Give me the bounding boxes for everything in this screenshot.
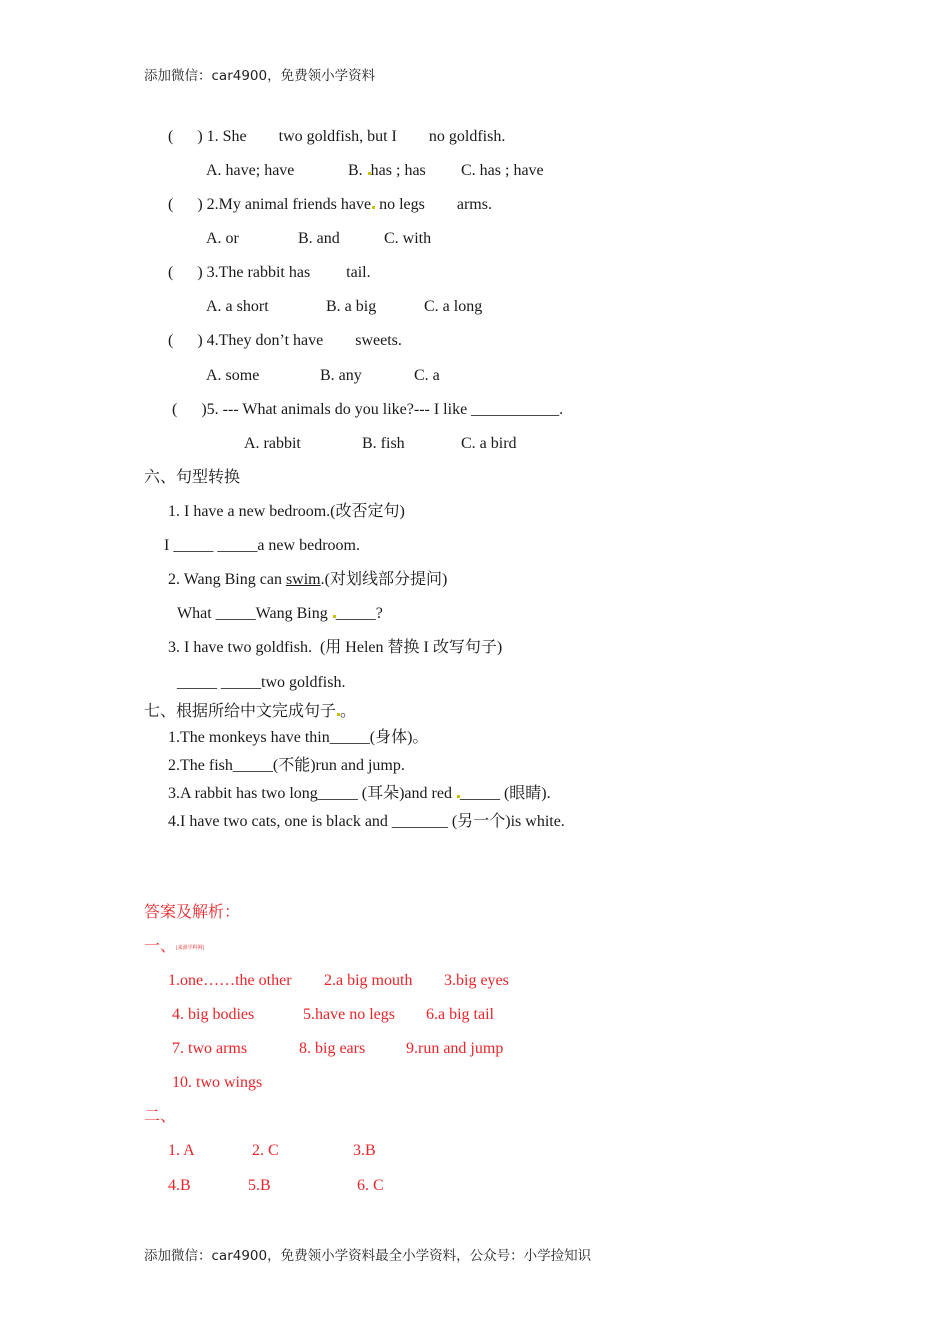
- question-5-stem: ( )5. --- What animals do you like?--- I like ___________.: [172, 401, 564, 418]
- answer-line-pre: What _____Wang Bing: [177, 605, 332, 622]
- section-7-title-text: 七、根据所给中文完成句子: [144, 703, 337, 720]
- answer-1-8: 8. big ears: [299, 1040, 366, 1057]
- section-7-item-1: 1.The monkeys have thin_____(身体)。: [168, 729, 429, 746]
- section-7-item-3: [168, 784, 551, 804]
- answer-1-2: 2.a big mouth: [324, 972, 413, 989]
- section-6-item-2: [168, 570, 447, 590]
- section-6-item-1-answer-line: I _____ _____a new bedroom.: [164, 537, 360, 554]
- answers-part-2-label: 二、: [144, 1108, 177, 1125]
- question-1-option-c: C. has ; have: [461, 162, 544, 179]
- item-2-text-post: .(对划线部分提问): [320, 571, 448, 588]
- question-4-stem: ( ) 4.They don’t have sweets.: [168, 332, 402, 349]
- answer-1-6: 6.a big tail: [426, 1006, 494, 1023]
- question-4-option-a: A. some: [206, 367, 260, 384]
- part-1-label-text: 一、: [144, 938, 177, 955]
- question-3-option-c: C. a long: [424, 298, 483, 315]
- answer-2-5: 5.B: [248, 1177, 271, 1194]
- question-4-option-b: B. any: [320, 367, 362, 384]
- section-7-title: [144, 702, 356, 722]
- underlined-word: swim: [285, 571, 321, 588]
- section-6-item-1: 1. I have a new bedroom.(改否定句): [168, 503, 405, 520]
- question-2-stem: [168, 195, 492, 215]
- question-2-stem-part2: no legs arms.: [375, 196, 492, 213]
- question-2-option-b: B. and: [298, 230, 340, 247]
- question-2-option-a: A. or: [206, 230, 239, 247]
- answers-title: 答案及解析：: [144, 904, 241, 921]
- source-note: [来源学科网]: [176, 946, 205, 951]
- option-b-letter: B.: [348, 162, 367, 179]
- section-7-item-2: 2.The fish_____(不能)run and jump.: [168, 757, 405, 774]
- answer-2-1: 1. A: [168, 1142, 195, 1159]
- question-2-option-c: C. with: [384, 230, 432, 247]
- item-3-part3: _____ (眼睛).: [459, 785, 551, 802]
- question-3-option-a: A. a short: [206, 298, 269, 315]
- question-4-option-c: C. a: [414, 367, 440, 384]
- item-2-text-pre: 2. Wang Bing can: [168, 571, 286, 588]
- answer-1-7: 7. two arms: [172, 1040, 248, 1057]
- answers-part-1-label: [144, 937, 204, 959]
- answer-2-4: 4.B: [168, 1177, 191, 1194]
- answer-1-4: 4. big bodies: [172, 1006, 255, 1023]
- question-5-option-b: B. fish: [362, 435, 405, 452]
- answer-2-3: 3.B: [353, 1142, 376, 1159]
- question-3-option-b: B. a big: [326, 298, 377, 315]
- question-1-option-b: [348, 161, 426, 181]
- question-5-option-a: A. rabbit: [244, 435, 301, 452]
- question-1-stem: ( ) 1. She two goldfish, but I no goldfish.: [168, 128, 506, 145]
- section-6-item-3-answer-line: _____ _____two goldfish.: [177, 674, 346, 691]
- option-b-text: has ; has: [370, 162, 426, 179]
- section-6-item-3: 3. I have two goldfish. (用 Helen 替换 I 改写句子): [168, 639, 503, 656]
- answer-2-2: 2. C: [252, 1142, 279, 1159]
- section-7-title-end: 。: [340, 703, 357, 720]
- question-3-stem: ( ) 3.The rabbit has tail.: [168, 264, 371, 281]
- answer-1-5: 5.have no legs: [303, 1006, 395, 1023]
- answer-line-post: _____?: [335, 605, 383, 622]
- question-5-option-c: C. a bird: [461, 435, 517, 452]
- section-6-item-2-answer-line: [177, 604, 383, 624]
- section-7-item-4: 4.I have two cats, one is black and _______ (另一个)is white.: [168, 813, 565, 830]
- item-3-part1: 3.A rabbit has two long_____: [168, 785, 358, 802]
- answer-1-10: 10. two wings: [172, 1074, 263, 1091]
- question-2-stem-part1: ( ) 2.My animal friends have: [168, 196, 372, 213]
- question-1-option-a: A. have; have: [206, 162, 295, 179]
- answer-2-6: 6. C: [357, 1177, 384, 1194]
- section-6-title: 六、句型转换: [144, 469, 241, 486]
- item-3-part2: (耳朵)and red: [357, 785, 456, 802]
- answer-1-1: 1.one……the other: [168, 972, 292, 989]
- answer-1-9: 9.run and jump: [406, 1040, 504, 1057]
- page-header: 添加微信：car4900，免费领小学资料: [144, 68, 376, 84]
- page-footer: 添加微信：car4900，免费领小学资料最全小学资料，公众号：小学捡知识: [144, 1248, 592, 1264]
- answer-1-3: 3.big eyes: [444, 972, 509, 989]
